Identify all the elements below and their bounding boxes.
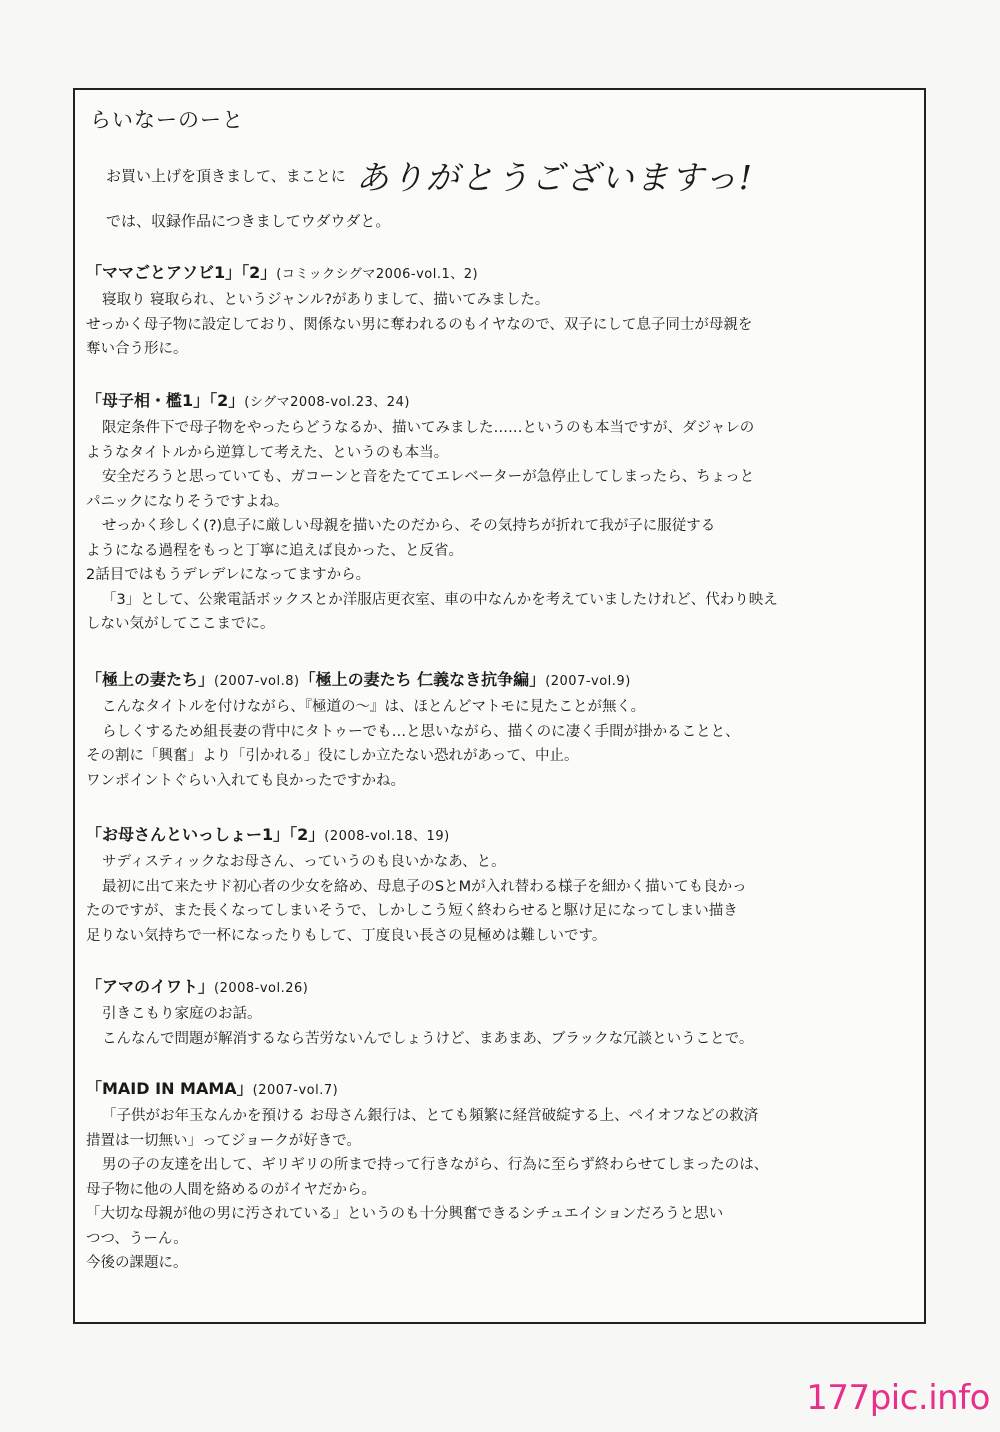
body-line: その割に「興奮」より「引かれる」役にしか立たない恐れがあって、中止。 [86,748,579,764]
body-line: こんなんで問題が解消するなら苦労ないんでしょうけど、まあまあ、ブラックな冗談ということで。 [102,1030,754,1047]
body-line: せっかく珍しく(?)息子に厳しい母親を描いたのだから、その気持ちが折れて我が子に服従する [102,518,716,534]
body-line: 寝取り 寝取られ、というジャンル?がありまして、描いてみました。 [102,292,550,308]
section-title [86,388,906,416]
section-title [86,822,906,850]
body-line: 「3」として、公衆電話ボックスとか洋服店更衣室、車の中なんかを考えていましたけれど、代わり映え [102,591,778,608]
section-mamagoto [86,260,906,362]
body-line: しない気がしてここまでに。 [86,616,275,632]
section-meta: (2007-vol.7) [252,1083,339,1098]
body-line: ワンポイントぐらい入れても良かったですかね。 [86,772,405,789]
section-meta: (シグマ2008-vol.23、24) [244,395,410,410]
thanks-line [106,152,754,197]
body-line: つつ、うーん。 [86,1230,188,1247]
body-line: たのですが、また長くなってしまいそうで、しかしこう短く終わらせると駆け足になってしまい描き [86,903,738,919]
body-line: ようになる過程をもっと丁寧に追えば良かった、と反省。 [86,542,463,559]
section-meta: (2007-vol.8) [214,674,300,689]
body-line: 「子供がお年玉なんかを預ける お母さん銀行は、とても頻繁に経営破綻する上、ペイオフなどの救済 [102,1108,759,1124]
body-line: 安全だろうと思っていても、ガコーンと音をたててエレベーターが急停止してしまったら、ちょっと [102,469,755,485]
body-line: 限定条件下で母子物をやったらどうなるか、描いてみました……というのも本当ですが、ダジャレの [102,420,755,436]
section-title [86,260,906,288]
section-okaasan [86,822,906,948]
thanks-lead-text: お買い上げを頂きまして、まことに [106,167,346,185]
section-gokujou [86,667,906,793]
body-line: 「大切な母親が他の男に汚されている」というのも十分興奮できるシチュエイションだろうと思い [86,1206,724,1222]
section-title [86,1076,906,1104]
section-title [86,667,906,695]
body-line: ようなタイトルから逆算して考えた、というのも本当。 [86,444,449,461]
body-line: 足りない気持ちで一杯になったりもして、丁度良い長さの見極めは難しいです。 [86,927,607,944]
body-line: 母子物に他の人間を絡めるのがイヤだから。 [86,1181,376,1198]
section-meta: (2008-vol.18、19) [324,829,450,844]
body-line: こんなタイトルを付けながら、『極道の〜』は、ほとんどマトモに見たことが無く。 [102,699,646,715]
body-line: サディスティックなお母さん、っていうのも良いかなあ、と。 [102,854,506,870]
body-line: 2話目ではもうデレデレになってますから。 [86,567,371,583]
section-title-text: 「MAID IN MAMA」 [86,1079,253,1098]
section-meta: (2008-vol.26) [214,981,309,996]
section-meta-2: (2007-vol.9) [545,674,631,689]
intro-text: では、収録作品につきましてウダウダと。 [106,212,391,230]
page-title: らいなーのーと [90,108,244,132]
body-line: 最初に出て来たサド初心者の少女を絡め、母息子のSとMが入れ替わる様子を細かく描いても良かっ [102,878,747,895]
section-boshisou [86,388,906,637]
body-line: 措置は一切無い」ってジョークが好きで。 [86,1132,361,1149]
body-line: 男の子の友達を出して、ギリギリの所まで持って行きながら、行為に至らず終わらせてしまったのは、 [102,1157,769,1173]
section-title [86,974,906,1002]
section-meta: (コミックシグマ2006-vol.1、2) [276,267,479,282]
body-line: せっかく母子物に設定しており、関係ない男に奪われるのもイヤなので、双子にして息子同士が母親を [86,316,753,333]
body-line: 引きこもり家庭のお話。 [102,1006,262,1022]
watermark-text: 177pic.info [806,1378,990,1418]
body-line: 奪い合う形に。 [86,341,188,357]
body-line: パニックになりそうですよね。 [86,493,289,510]
section-title-text: 「ママごとアソビ1」「2」 [86,263,277,282]
thanks-handwritten-text: ありがとうございますっ! [355,158,754,197]
section-title-text: 「お母さんといっしょー1」「2」 [86,825,325,844]
body-line: らしくするため組長妻の背中にタトゥーでも…と思いながら、描くのに凄く手間が掛かることと、 [102,723,740,740]
section-amanoiwato [86,974,906,1051]
section-title-text: 「母子相・檻1」「2」 [86,391,245,410]
body-line: 今後の課題に。 [86,1255,188,1271]
section-maid-in-mama [86,1076,906,1276]
section-title-text: 「アマのイワト」 [86,977,215,996]
section-title-text: 「極上の妻たち」 [86,670,215,689]
section-title-text-2: 「極上の妻たち 仁義なき抗争編」 [299,670,546,689]
